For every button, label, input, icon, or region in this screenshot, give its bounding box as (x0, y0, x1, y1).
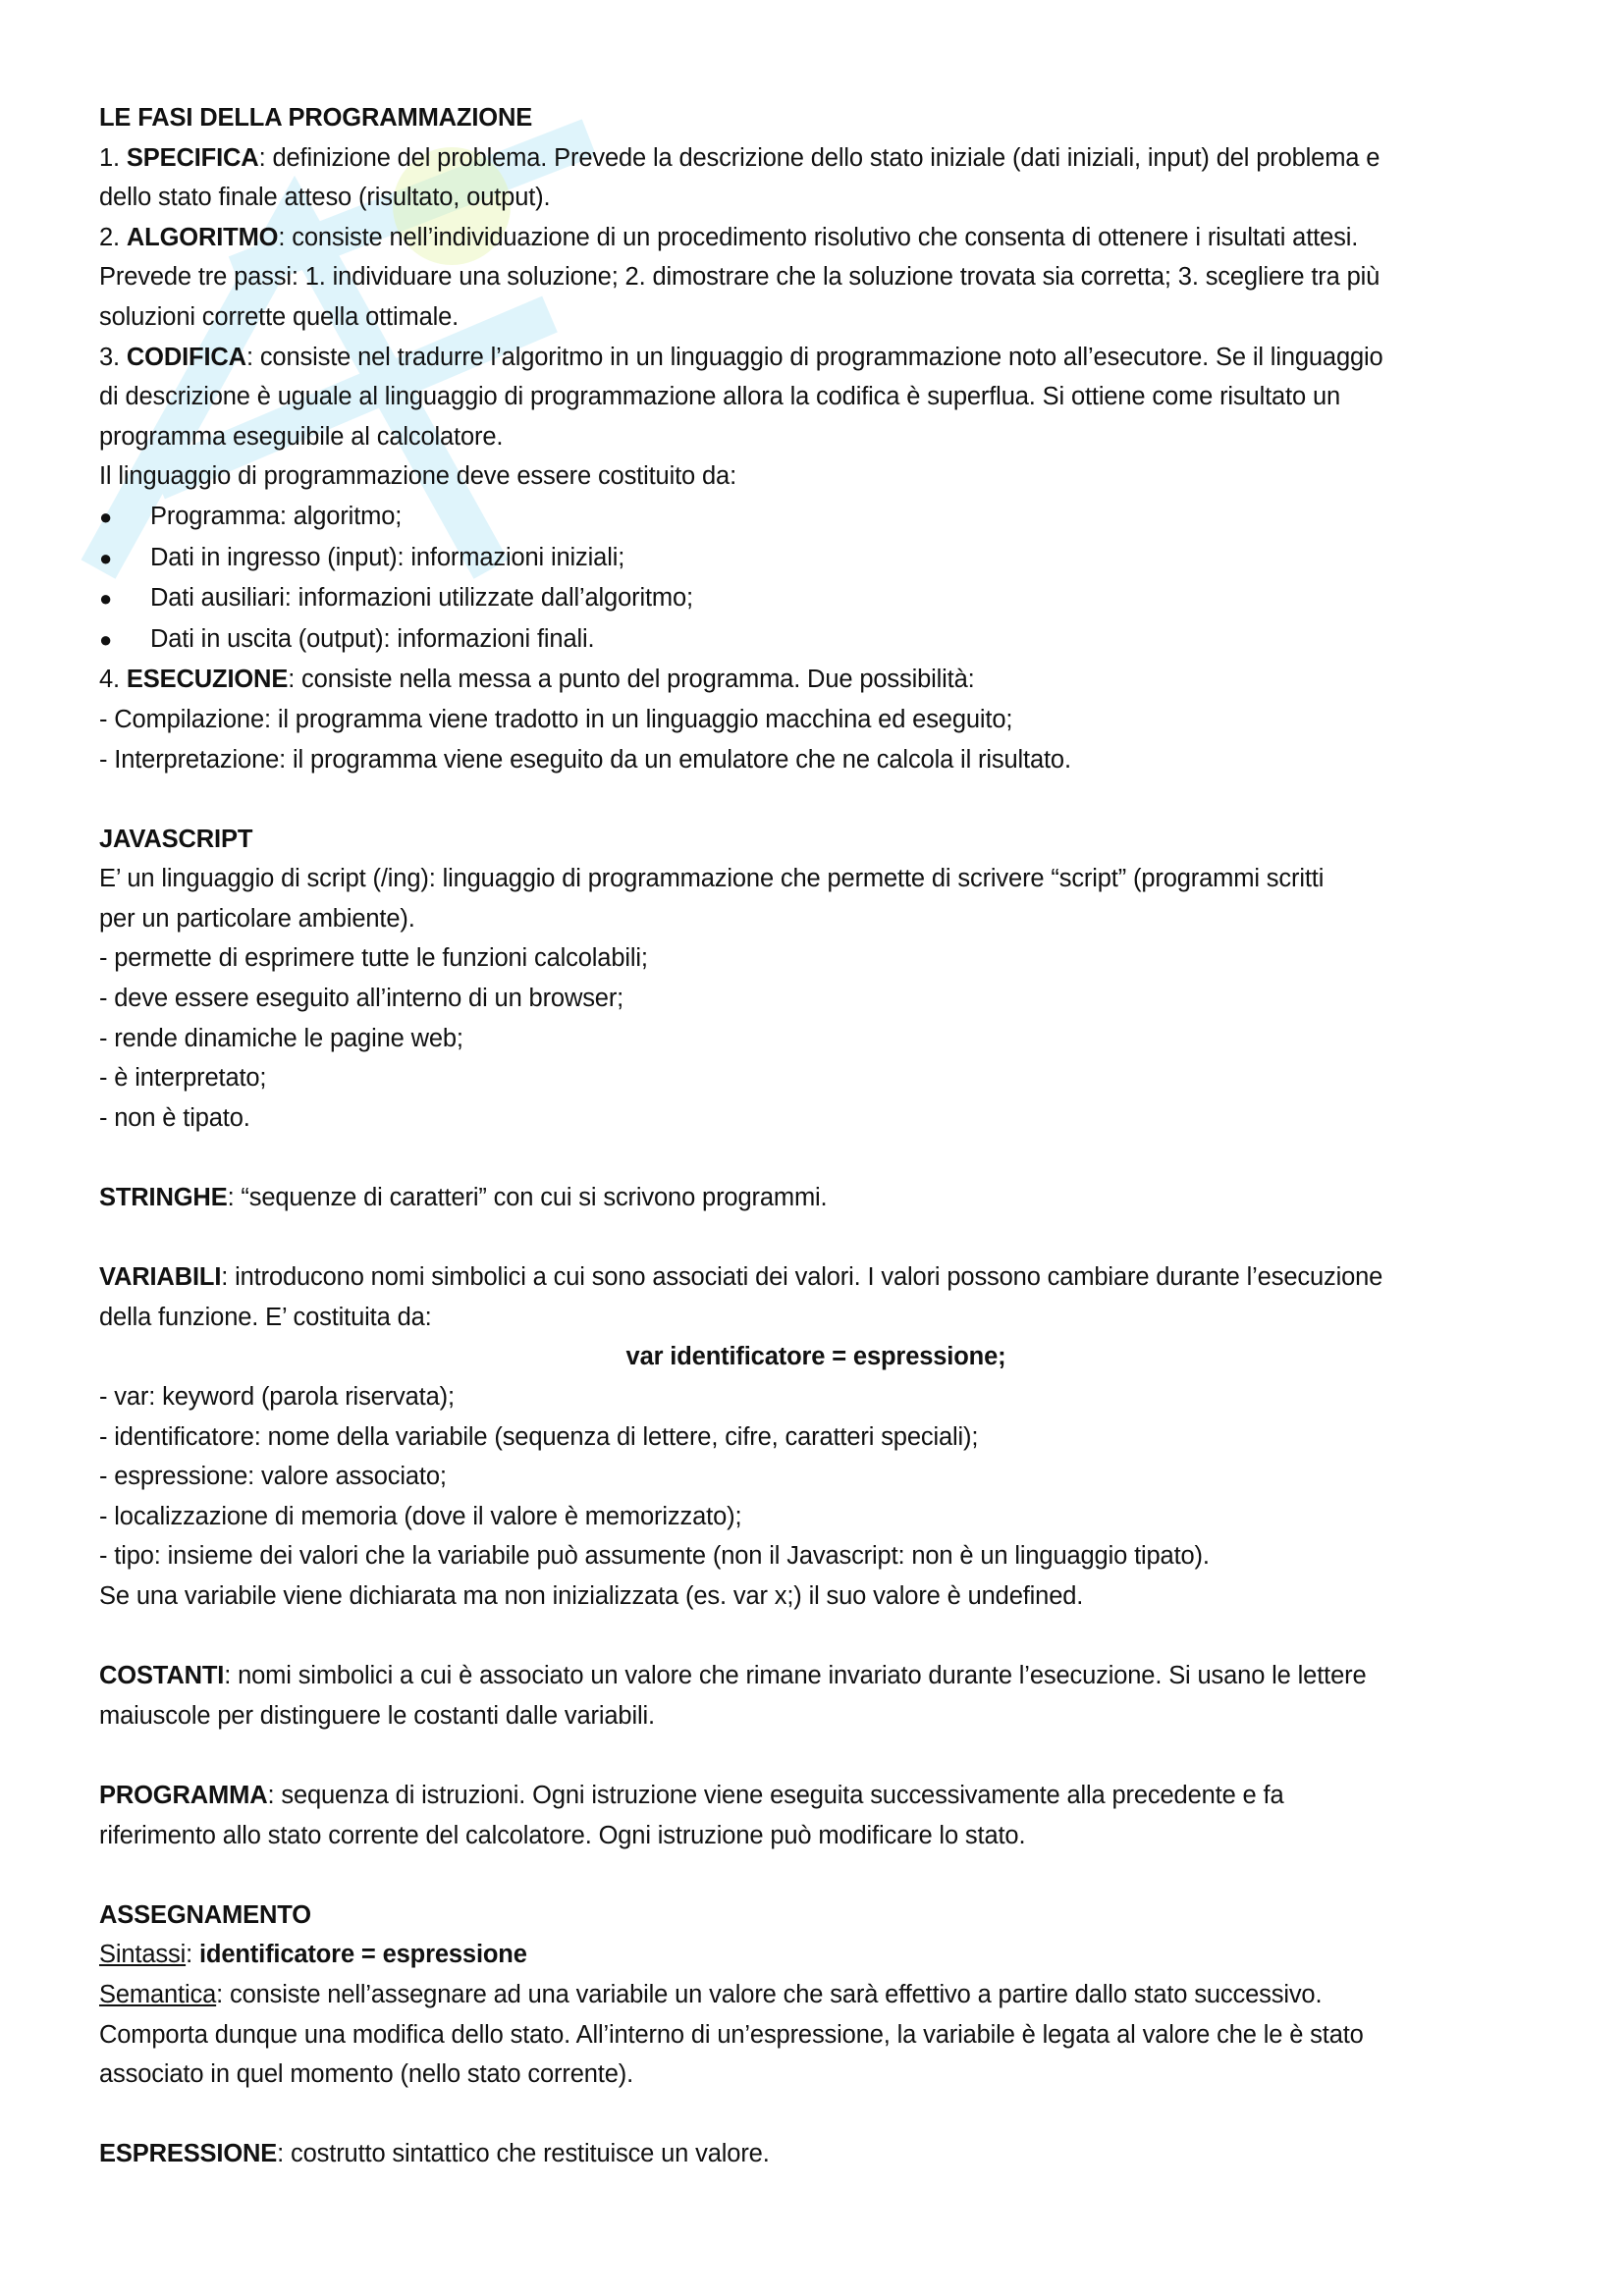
fase-specifica: 1. SPECIFICA: definizione del problema. Prevede la descrizione dello stato iniziale (dati iniziali, input) del problema e (99, 143, 1380, 172)
bullet-item: ● Dati ausiliari: informazioni utilizzate dall’algoritmo; (99, 578, 1533, 619)
text-line: programma eseguibile al calcolatore. (99, 422, 504, 451)
bullet-icon: ● (99, 586, 113, 612)
spacer (99, 1138, 1533, 1178)
term-algoritmo: ALGORITMO (126, 223, 279, 251)
term-specifica: SPECIFICA (126, 143, 259, 172)
list-item: - tipo: insieme dei valori che la variabile può assumente (non il Javascript: non è un linguaggio tipato). (99, 1542, 1210, 1571)
list-item: - localizzazione di memoria (dove il valore è memorizzato); (99, 1502, 742, 1530)
spacer (99, 1218, 1533, 1258)
list-item: - var: keyword (parola riservata); (99, 1383, 455, 1411)
term-stringhe: STRINGHE (99, 1184, 228, 1212)
text-line: Se una variabile viene dichiarata ma non inizializzata (es. var x;) il suo valore è undefined. (99, 1581, 1084, 1610)
label-semantica: Semantica (99, 1980, 217, 2008)
spacer (99, 1735, 1533, 1776)
list-item: - espressione: valore associato; (99, 1463, 447, 1491)
list-item: - non è tipato. (99, 1103, 250, 1132)
term-esecuzione: ESECUZIONE (126, 666, 289, 694)
spacer (99, 1855, 1533, 1896)
text-line: Prevede tre passi: 1. individuare una soluzione; 2. dimostrare che la soluzione trovata sia corretta; 3. scegliere tra più (99, 263, 1380, 292)
term-codifica: CODIFICA (126, 343, 246, 371)
list-item: - permette di esprimere tutte le funzioni calcolabili; (99, 944, 648, 973)
text-line: soluzioni corrette quella ottimale. (99, 302, 460, 331)
fase-esecuzione: 4. ESECUZIONE: consiste nella messa a punto del programma. Due possibilità: (99, 666, 975, 694)
definition-costanti: COSTANTI: nomi simbolici a cui è associato un valore che rimane invariato durante l’esecuzione. Si usano le lettere (99, 1662, 1367, 1690)
fase-algoritmo: 2. ALGORITMO: consiste nell’individuazione di un procedimento risolutivo che consenta di ottenere i risultati attesi. (99, 223, 1359, 251)
label-sintassi: Sintassi (99, 1941, 187, 1969)
variable-syntax: var identificatore = espressione; (625, 1343, 1006, 1371)
bullet-icon: ● (99, 545, 113, 570)
text-line: - Interpretazione: il programma viene eseguito da un emulatore che ne calcola il risultato. (99, 745, 1071, 774)
text-line: associato in quel momento (nello stato corrente). (99, 2060, 634, 2089)
fase-codifica: 3. CODIFICA: consiste nel tradurre l’algoritmo in un linguaggio di programmazione noto all’esecutore. Se il linguaggio (99, 343, 1383, 371)
text-line: riferimento allo stato corrente del calcolatore. Ogni istruzione può modificare lo stato. (99, 1821, 1026, 1849)
bullet-item: ● Programma: algoritmo; (99, 497, 1533, 538)
section-title-assegnamento: ASSEGNAMENTO (99, 1900, 311, 1929)
term-espressione: ESPRESSIONE (99, 2140, 278, 2168)
definition-espressione: ESPRESSIONE: costrutto sintattico che restituisce un valore. (99, 2140, 770, 2168)
text-line: maiuscole per distinguere le costanti dalle variabili. (99, 1701, 655, 1730)
document-page (99, 98, 1533, 2174)
text-line: Comporta dunque una modifica dello stato. All’interno di un’espressione, la variabile è legata al valore che le è stato (99, 2020, 1364, 2049)
bullet-item: ● Dati in uscita (output): informazioni finali. (99, 619, 1533, 661)
section-title-fasi: LE FASI DELLA PROGRAMMAZIONE (99, 104, 533, 132)
text-line: - Compilazione: il programma viene tradotto in un linguaggio macchina ed eseguito; (99, 705, 1013, 733)
semantica-line: Semantica: consiste nell’assegnare ad una variabile un valore che sarà effettivo a partire dallo stato successivo. (99, 1980, 1323, 2008)
list-item: - identificatore: nome della variabile (sequenza di lettere, cifre, caratteri speciali); (99, 1422, 979, 1451)
text-line: Il linguaggio di programmazione deve essere costituito da: (99, 462, 737, 491)
definition-variabili: VARIABILI: introducono nomi simbolici a cui sono associati dei valori. I valori possono cambiare durante l’esecuzione (99, 1263, 1383, 1292)
sintassi-value: identificatore = espressione (198, 1941, 527, 1969)
spacer (99, 1617, 1533, 1657)
text-line: per un particolare ambiente). (99, 904, 415, 933)
bullet-icon: ● (99, 504, 113, 529)
term-costanti: COSTANTI (99, 1662, 225, 1690)
spacer (99, 2095, 1533, 2135)
term-programma: PROGRAMMA (99, 1781, 268, 1809)
section-title-javascript: JAVASCRIPT (99, 825, 253, 853)
text-line: di descrizione è uguale al linguaggio di programmazione allora la codifica è superflua. Si ottiene come risultato un (99, 383, 1341, 411)
list-item: - deve essere eseguito all’interno di un browser; (99, 985, 624, 1013)
definition-programma: PROGRAMMA: sequenza di istruzioni. Ogni istruzione viene eseguita successivamente alla precedente e fa (99, 1781, 1284, 1809)
bullet-icon: ● (99, 626, 113, 652)
text-line: E’ un linguaggio di script (/ing): linguaggio di programmazione che permette di scrivere “script” (programmi scritti (99, 865, 1325, 893)
list-item: - è interpretato; (99, 1064, 267, 1093)
sintassi-line: Sintassi: identificatore = espressione (99, 1941, 527, 1969)
bullet-item: ● Dati in ingresso (input): informazioni iniziali; (99, 538, 1533, 579)
definition-stringhe: STRINGHE: “sequenze di caratteri” con cui si scrivono programmi. (99, 1184, 828, 1212)
text-line: della funzione. E’ costituita da: (99, 1303, 432, 1331)
list-item: - rende dinamiche le pagine web; (99, 1024, 463, 1052)
spacer (99, 779, 1533, 820)
term-variabili: VARIABILI (99, 1263, 222, 1292)
text-line: dello stato finale atteso (risultato, output). (99, 184, 551, 212)
